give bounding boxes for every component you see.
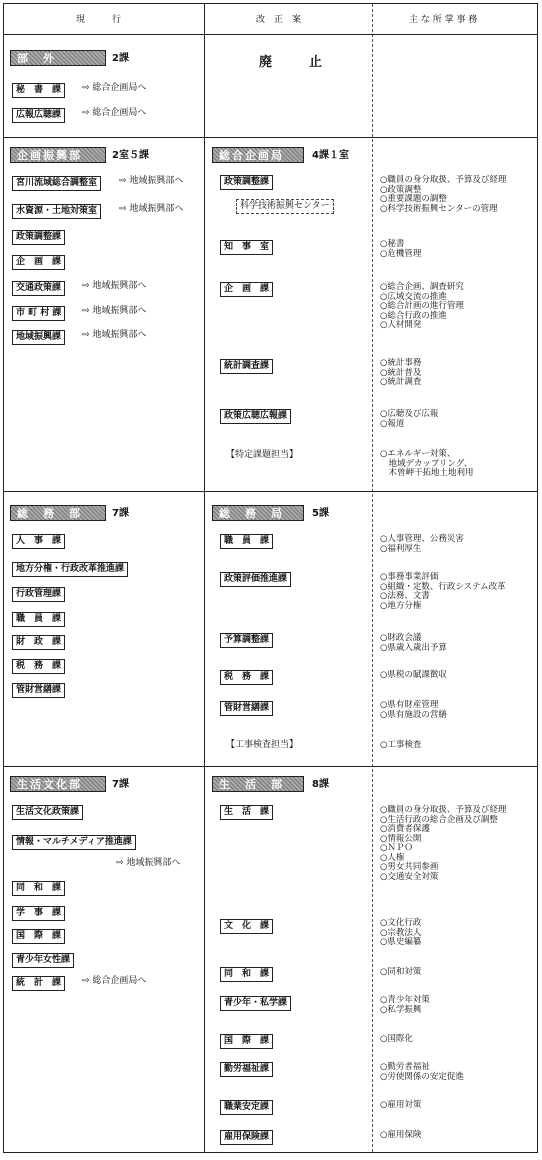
- duty-list: ○広聴及び広報 ○報道: [380, 409, 439, 429]
- column-header-duties: 主 な 所 掌 事 務: [409, 15, 478, 25]
- column-divider: [204, 4, 205, 1152]
- unit-box: 政策評価推進課: [220, 572, 291, 587]
- unit-box: 企 画 課: [12, 255, 65, 270]
- unit-box: 政策広聴広報課: [220, 409, 291, 424]
- unit-box: 学 事 課: [12, 906, 65, 921]
- duty-list: ○事務事業評価 ○組織・定数、行政システム改革 ○法務、文書 ○地方分権: [380, 572, 506, 611]
- unit-box: 管財営繕課: [220, 701, 273, 716]
- dept-header-somubu: 総 務 部: [10, 505, 106, 521]
- unit-box: 統計調査課: [220, 359, 273, 374]
- unit-box: 同 和 課: [220, 967, 273, 982]
- transfer-arrow: ⇨ 地域振興部へ: [119, 176, 184, 186]
- unit-box: 行政管理課: [12, 587, 65, 602]
- duty-list: ○県有財産管理 ○県有施設の営繕: [380, 700, 447, 720]
- dept-header-somukyoku: 総 務 局: [212, 505, 304, 521]
- dept-header-seikatsubu: 生 活 部: [212, 776, 304, 792]
- unit-box: 政策調整課: [220, 175, 273, 190]
- duty-list: ○工事検査: [380, 740, 422, 750]
- unit-box: 職 員 課: [220, 534, 273, 549]
- duty-list: ○人事管理、公務災害 ○福利厚生: [380, 534, 464, 554]
- transfer-arrow: ⇨ 地域振興部へ: [82, 281, 147, 291]
- unit-box: 職業安定課: [220, 1100, 273, 1115]
- section-divider: [4, 766, 537, 767]
- unit-box: 知 事 室: [220, 240, 273, 255]
- unit-box: 文 化 課: [220, 919, 273, 934]
- unit-box: 地域振興課: [12, 330, 65, 345]
- dept-header-seikatsubunka: 生活文化部: [10, 776, 106, 792]
- duty-list: ○文化行政 ○宗教法人 ○県史編纂: [380, 918, 422, 947]
- unit-box: 管財営繕課: [12, 683, 65, 698]
- transfer-arrow: ⇨ 地域振興部へ: [119, 204, 184, 214]
- transfer-arrow: ⇨ 地域振興部へ: [82, 306, 147, 316]
- dept-header-kikaku: 企画振興部: [10, 147, 106, 163]
- unit-box: 国 際 課: [12, 929, 65, 944]
- unit-box: 統 計 課: [12, 976, 65, 991]
- column-header-proposed: 改 正 案: [256, 15, 302, 25]
- unit-box: 地方分権・行政改革推進課: [12, 562, 128, 577]
- unit-box: 職 員 課: [12, 612, 65, 627]
- unit-box: 勤労福祉課: [220, 1062, 273, 1077]
- duty-list: ○秘書 ○危機管理: [380, 239, 422, 259]
- dept-count: 2室５課: [112, 150, 149, 161]
- transfer-arrow: ⇨ 地域振興部へ: [116, 858, 181, 868]
- abolished-label: 廃 止: [259, 55, 335, 70]
- dept-count: 7課: [112, 779, 129, 790]
- duty-list: ○総合企画、調査研究 ○広域交流の推進 ○総合計画の進行管理 ○総合行政の推進 ○人材開発: [380, 282, 464, 330]
- dept-count: 5課: [312, 508, 329, 519]
- unit-box: 宮川流域総合調整室: [12, 176, 101, 191]
- transfer-arrow: ⇨ 地域振興部へ: [82, 330, 147, 340]
- section-divider: [4, 137, 537, 138]
- duty-list: ○財政会議 ○県歳入歳出予算: [380, 633, 447, 653]
- duty-list: ○雇用対策: [380, 1100, 422, 1110]
- duty-list: ○国際化: [380, 1034, 413, 1044]
- unit-box: 青少年・私学課: [220, 996, 291, 1011]
- section-divider: [4, 491, 537, 492]
- unit-box: 人 事 課: [12, 534, 65, 549]
- transfer-arrow: ⇨ 総合企画局へ: [82, 83, 147, 93]
- special-assignment: 【工事検査担当】: [226, 740, 299, 750]
- duty-list: ○職員の身分取扱、予算及び経理 ○生活行政の総合企画及び調整 ○消費者保護 ○情報公開 ○ＮＰＯ ○人権 ○男女共同参画 ○交通安全対策: [380, 805, 507, 882]
- unit-box: 情報・マルチメディア推進課: [12, 835, 136, 850]
- unit-box: 交通政策課: [12, 281, 65, 296]
- unit-box: 税 務 課: [12, 659, 65, 674]
- special-assignment: 【特定課題担当】: [226, 450, 299, 460]
- transfer-arrow: ⇨ 総合企画局へ: [82, 976, 147, 986]
- duty-list: ○同和対策: [380, 967, 422, 977]
- column-divider-dashed: [372, 4, 373, 1152]
- duty-list: ○雇用保険: [380, 1130, 422, 1140]
- duty-list: ○青少年対策 ○私学振興: [380, 995, 430, 1015]
- unit-box: 予算調整課: [220, 633, 273, 648]
- dept-count: 2課: [112, 53, 129, 64]
- header-divider: [4, 34, 537, 35]
- unit-box: 同 和 課: [12, 881, 65, 896]
- unit-box: 財 政 課: [12, 635, 65, 650]
- unit-box: 水資源・土地対策室: [12, 204, 101, 219]
- unit-box: 国 際 課: [220, 1034, 273, 1049]
- dept-count: 4課１室: [312, 150, 349, 161]
- dept-header-sogokikaku: 総合企画局: [212, 147, 304, 163]
- unit-box: 雇用保険課: [220, 1130, 273, 1145]
- duty-list: ○エネルギー対策、 地域デカップリング、 木曽岬干拓地土地利用: [380, 449, 474, 478]
- organization-table: [3, 3, 538, 1153]
- unit-box: 政策調整課: [12, 230, 65, 245]
- transfer-arrow: ⇨ 総合企画局へ: [82, 108, 147, 118]
- dept-header-bugai: 部 外: [10, 50, 106, 66]
- dept-count: 8課: [312, 779, 329, 790]
- duty-list: ○勤労者福祉 ○労使関係の安定促進: [380, 1062, 464, 1082]
- unit-box: 青少年女性課: [12, 953, 74, 968]
- duty-list: ○統計事務 ○統計普及 ○統計調査: [380, 358, 422, 387]
- center-box: 科学技術振興センター: [236, 199, 334, 214]
- unit-box: 生 活 課: [220, 805, 273, 820]
- unit-box: 生活文化政策課: [12, 805, 83, 820]
- unit-box: 広報広聴課: [12, 108, 65, 123]
- unit-box: 税 務 課: [220, 670, 273, 685]
- unit-box: 秘 書 課: [12, 83, 65, 98]
- duty-list: ○職員の身分取扱、予算及び経理 ○政策調整 ○重要課題の調整 ○科学技術振興センターの管理: [380, 175, 507, 214]
- unit-box: 企 画 課: [220, 282, 273, 297]
- duty-list: ○県税の賦課徴収: [380, 670, 447, 680]
- column-header-current: 現 行: [76, 15, 122, 25]
- unit-box: 市 町 村 課: [12, 306, 65, 321]
- dept-count: 7課: [112, 508, 129, 519]
